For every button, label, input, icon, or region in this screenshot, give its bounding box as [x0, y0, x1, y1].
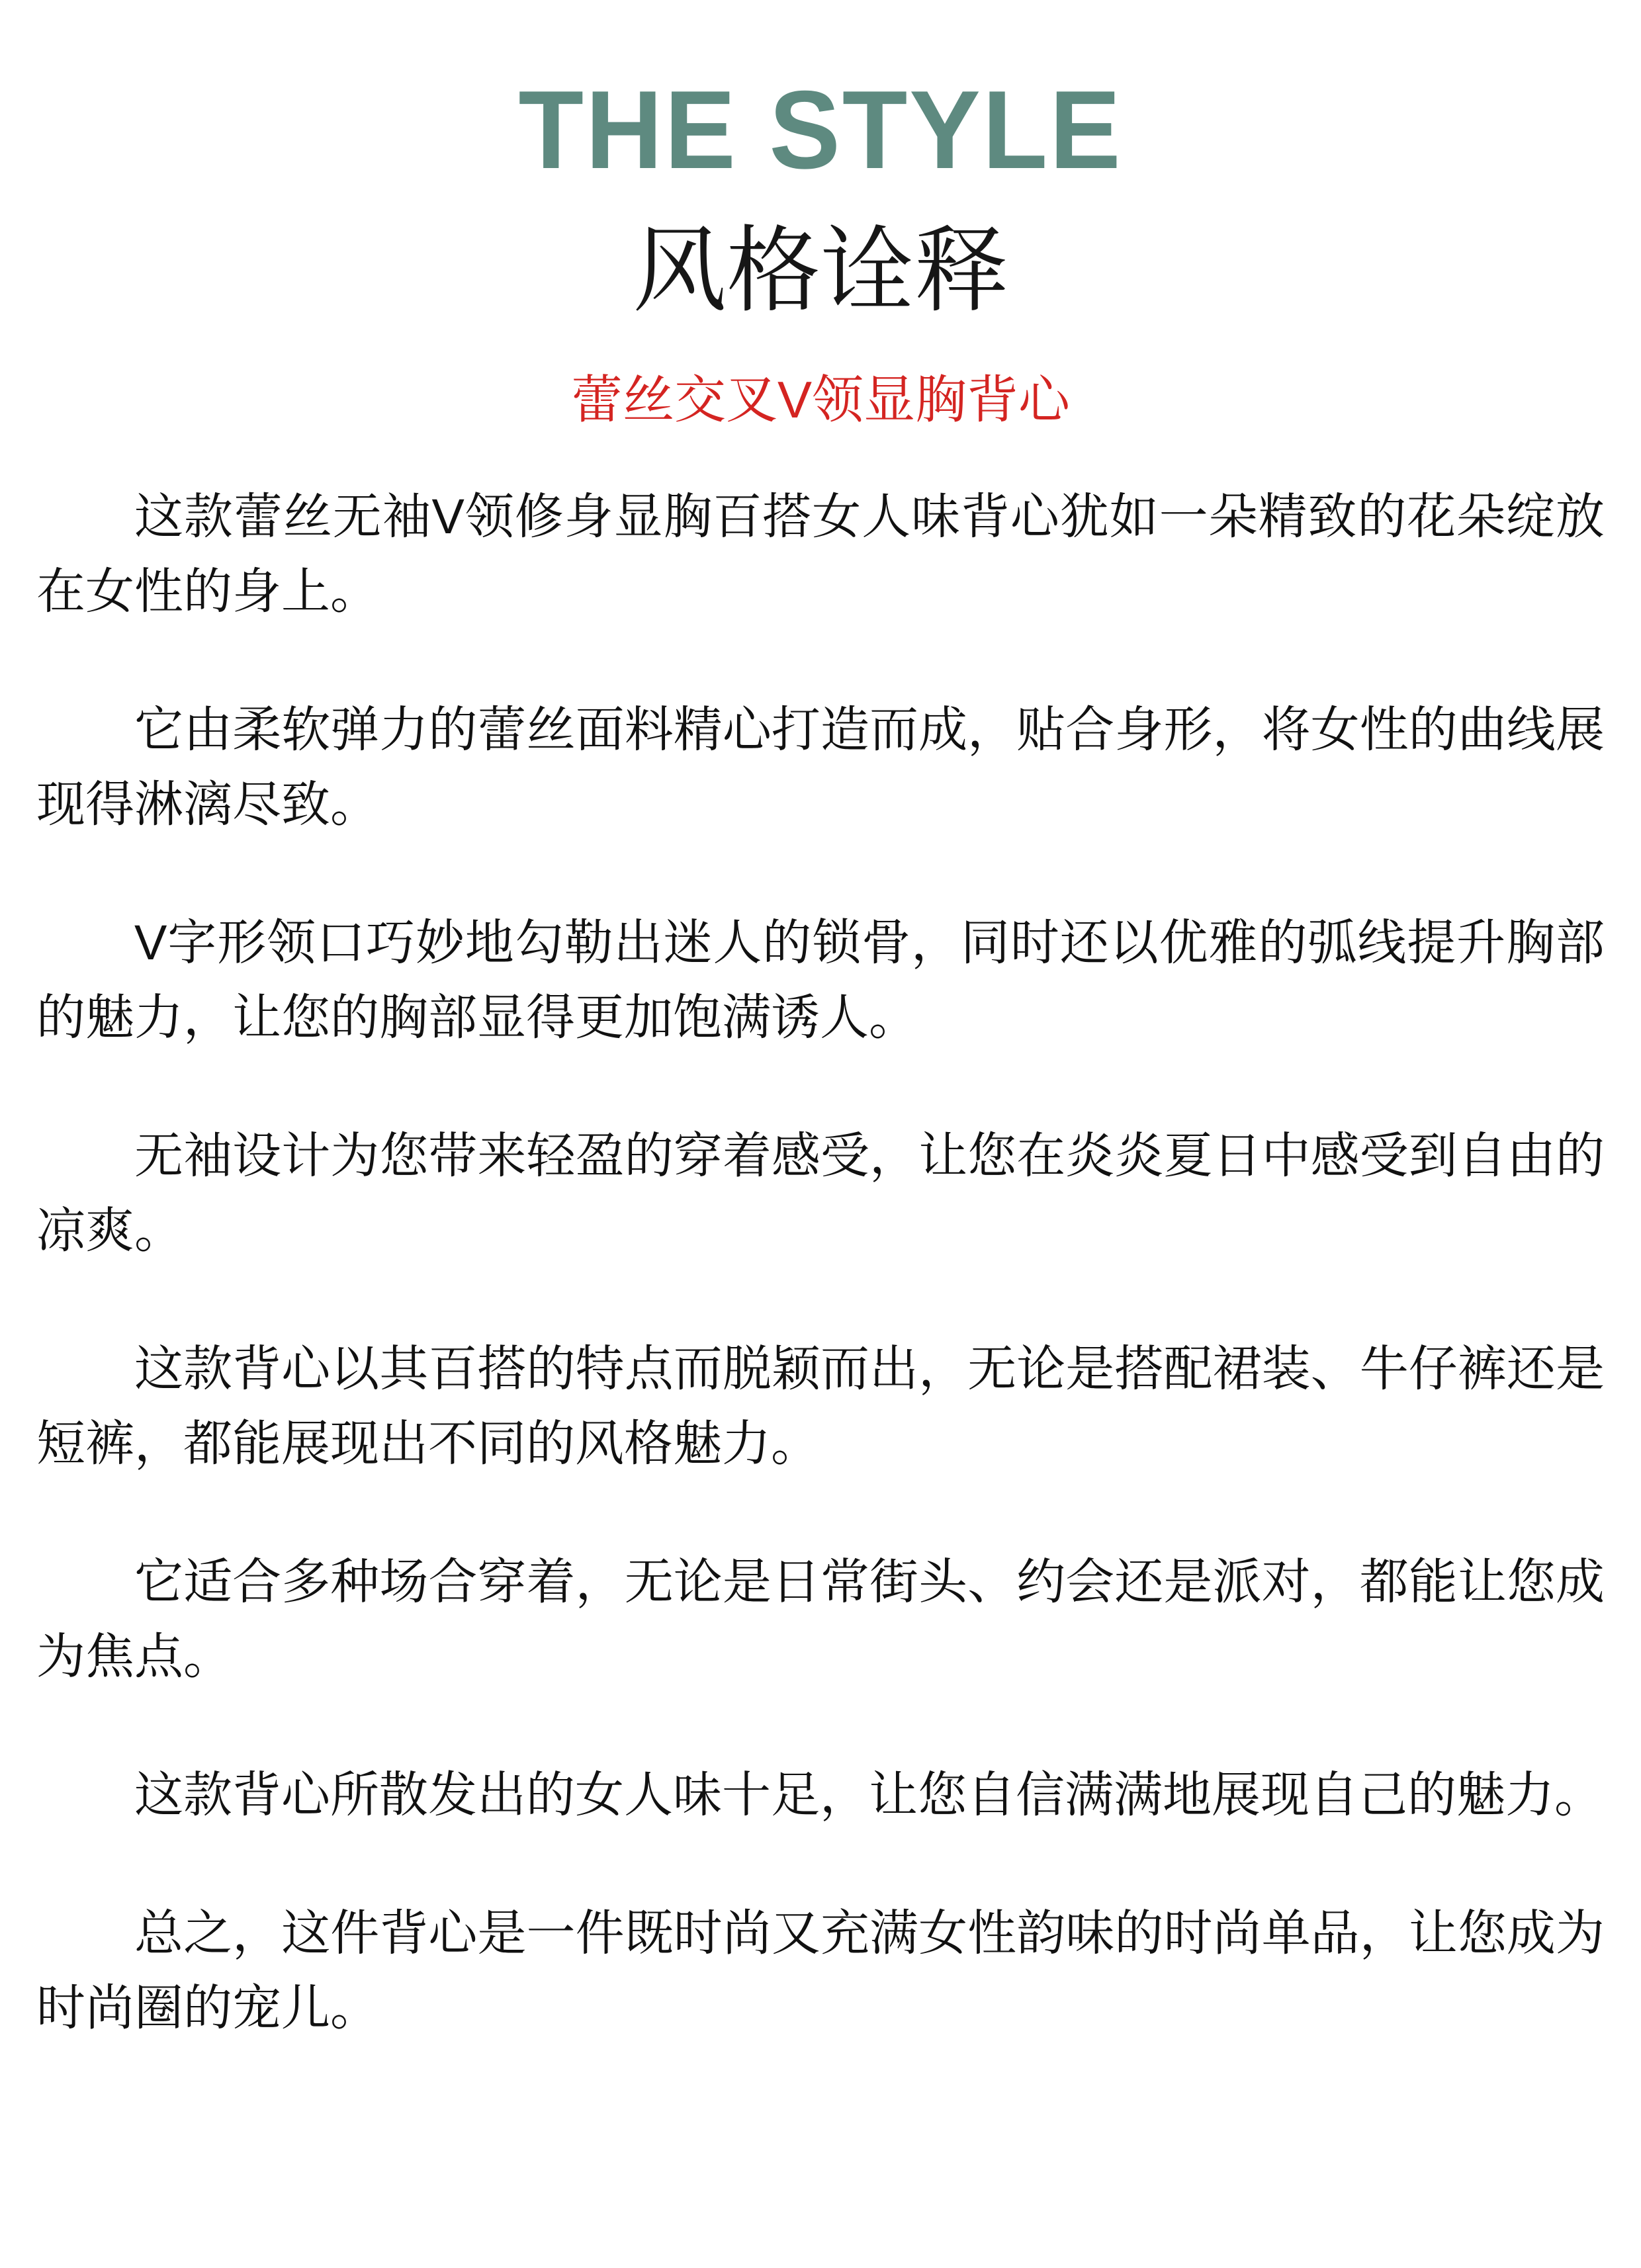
description-body	[36, 479, 1605, 2045]
product-name-heading: 蕾丝交叉V领显胸背心	[570, 371, 1071, 429]
body-paragraph: 总之，这件背心是一件既时尚又充满女性韵味的时尚单品，让您成为时尚圈的宠儿。	[36, 1905, 1605, 2035]
body-paragraph: 它由柔软弹力的蕾丝面料精心打造而成，贴合身形，将女性的曲线展现得淋漓尽致。	[36, 701, 1605, 832]
body-paragraph: 这款背心所散发出的女人味十足，让您自信满满地展现自己的魅力。	[134, 1766, 1603, 1822]
page-title-english: THE STYLE	[518, 67, 1123, 192]
body-paragraph: 无袖设计为您带来轻盈的穿着感受，让您在炎炎夏日中感受到自由的凉爽。	[36, 1127, 1605, 1258]
product-description-page	[0, 67, 1641, 2268]
body-paragraph: V字形领口巧妙地勾勒出迷人的锁骨，同时还以优雅的弧线提升胸部的魅力，让您的胸部显得更加饱满诱人。	[36, 914, 1605, 1045]
body-paragraph: 这款蕾丝无袖V领修身显胸百搭女人味背心犹如一朵精致的花朵绽放在女性的身上。	[36, 488, 1605, 619]
body-paragraph: 这款背心以其百搭的特点而脱颖而出，无论是搭配裙装、牛仔裤还是短裤，都能展现出不同的风格魅力。	[36, 1340, 1605, 1471]
body-paragraph: 它适合多种场合穿着，无论是日常街头、约会还是派对，都能让您成为焦点。	[36, 1553, 1605, 1684]
page-title-chinese: 风格诠释	[633, 218, 1008, 324]
